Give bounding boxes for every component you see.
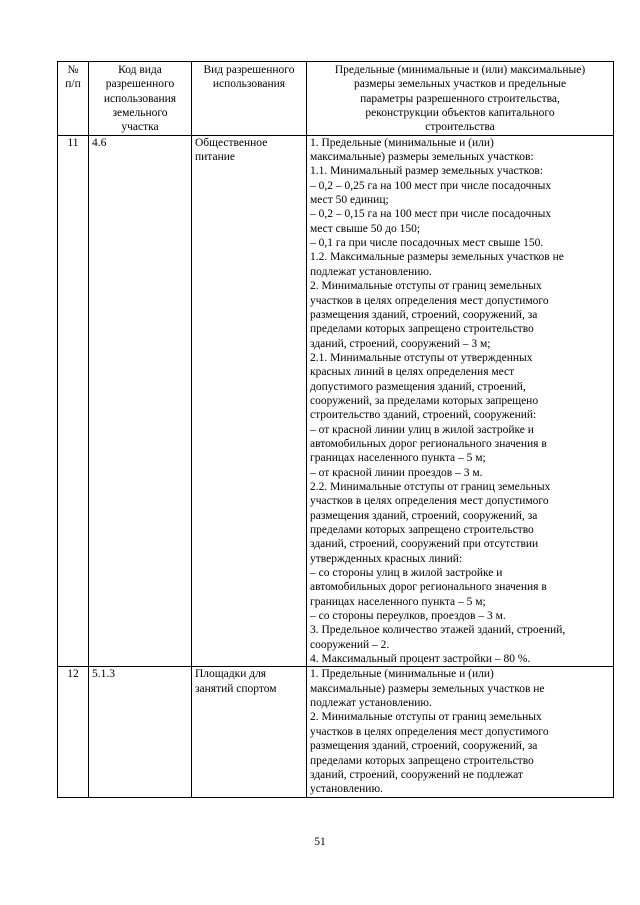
text-line: мест свыше 50 до 150;: [310, 222, 421, 235]
land-use-table: [57, 61, 614, 798]
text-line: участков в целях определения мест допустимого: [310, 294, 549, 307]
text-line: занятий спортом: [195, 682, 277, 695]
text-line: – от красной линии проездов – 3 м.: [310, 466, 483, 479]
table-row: [58, 135, 614, 667]
text-line: строительства: [425, 121, 495, 134]
text-line: сооружений, за пределами которых запрещено: [310, 394, 539, 407]
text-line: мест 50 единиц;: [310, 194, 389, 207]
text-line: использования: [103, 92, 177, 105]
text-line: разрешенного: [105, 78, 175, 91]
text-line: 3. Предельное количество этажей зданий, строений,: [310, 624, 566, 637]
row-parameters: [307, 135, 614, 667]
text-line: зданий, строений, сооружений не подлежат: [310, 768, 523, 781]
text-line: зданий, строений, сооружений – 3 м;: [310, 337, 491, 350]
text-line: границах населенного пункта – 5 м;: [310, 595, 486, 608]
text-line: участков в целях определения мест допустимого: [310, 725, 549, 738]
row-use-code: 5.1.3: [89, 667, 192, 797]
header-permitted-use: [192, 62, 307, 136]
row-permitted-use: [192, 667, 307, 797]
text-line: допустимого размещения зданий, строений,: [310, 380, 526, 393]
text-line: 2. Минимальные отступы от границ земельных: [310, 711, 542, 724]
text-line: – 0,2 – 0,15 га на 100 мест при числе посадочных: [310, 208, 552, 221]
text-line: Код вида: [118, 64, 162, 76]
text-line: использования: [212, 78, 286, 91]
text-line: красных линий в целях определения мест: [310, 366, 515, 379]
text-line: размещения зданий, строений, сооружений, за: [310, 740, 538, 753]
row-permitted-use: [192, 135, 307, 667]
text-line: земельного: [112, 107, 168, 120]
text-line: – со стороны переулков, проездов – 3 м.: [310, 610, 506, 623]
text-line: №: [67, 64, 79, 76]
text-line: пределами которых запрещено строительство: [310, 524, 534, 536]
header-use-code: [89, 62, 192, 136]
table-header-row: [58, 62, 614, 136]
page-number: 51: [314, 836, 326, 848]
text-line: границах населенного пункта – 5 м;: [310, 452, 486, 465]
text-line: строительство зданий, строений, сооружений:: [310, 409, 537, 422]
text-line: пределами которых запрещено строительство: [310, 323, 534, 336]
text-line: подлежат установлению.: [310, 697, 432, 710]
text-line: п/п: [65, 78, 81, 91]
text-line: 4. Максимальный процент застройки – 80 %.: [310, 653, 531, 666]
text-line: зданий, строений, сооружений при отсутствии: [310, 538, 539, 551]
header-number: [58, 62, 89, 136]
text-line: реконструкции объектов капитального: [365, 107, 555, 120]
text-line: утвержденных красных линий:: [310, 552, 463, 565]
text-line: 2. Минимальные отступы от границ земельных: [310, 280, 542, 293]
text-line: Площадки для: [195, 668, 267, 681]
text-line: участка: [121, 121, 159, 134]
text-line: Общественное: [195, 136, 268, 149]
text-line: питание: [195, 151, 235, 164]
text-line: максимальные) размеры земельных участков не: [310, 682, 545, 695]
text-line: 1.2. Максимальные размеры земельных участков не: [310, 251, 564, 264]
text-line: установлению.: [310, 783, 383, 796]
text-line: Вид разрешенного: [203, 64, 295, 76]
row-use-code: 4.6: [89, 135, 192, 667]
header-limit-parameters: [307, 62, 614, 136]
text-line: параметры разрешенного строительства,: [360, 92, 560, 105]
text-line: 1.1. Минимальный размер земельных участков:: [310, 165, 544, 178]
row-parameters: [307, 667, 614, 797]
text-line: – от красной линии улиц в жилой застройке и: [310, 423, 534, 436]
text-line: участков в целях определения мест допустимого: [310, 495, 549, 508]
text-line: 2.1. Минимальные отступы от утвержденных: [310, 351, 533, 364]
row-number: 12: [58, 667, 89, 797]
table-row: [58, 667, 614, 797]
text-line: 1. Предельные (минимальные и (или): [310, 668, 494, 681]
text-line: автомобильных дорог регионального значения в: [310, 437, 547, 450]
text-line: размещения зданий, строений, сооружений, за: [310, 308, 538, 321]
text-line: 1. Предельные (минимальные и (или): [310, 136, 494, 149]
text-line: Предельные (минимальные и (или) максимальные): [334, 64, 586, 76]
text-line: автомобильных дорог регионального значения в: [310, 581, 547, 594]
text-line: – 0,2 – 0,25 га на 100 мест при числе посадочных: [310, 179, 552, 192]
text-line: размеры земельных участков и предельные: [353, 78, 567, 91]
text-line: сооружений – 2.: [310, 638, 390, 651]
text-line: 2.2. Минимальные отступы от границ земельных: [310, 480, 551, 493]
text-line: – со стороны улиц в жилой застройке и: [310, 567, 503, 580]
row-number: 11: [58, 135, 89, 667]
text-line: подлежат установлению.: [310, 265, 432, 278]
text-line: размещения зданий, строений, сооружений, за: [310, 509, 538, 522]
text-line: – 0,1 га при числе посадочных мест свыше 150.: [310, 237, 544, 250]
text-line: пределами которых запрещено строительство: [310, 754, 534, 767]
text-line: максимальные) размеры земельных участков:: [310, 151, 534, 164]
